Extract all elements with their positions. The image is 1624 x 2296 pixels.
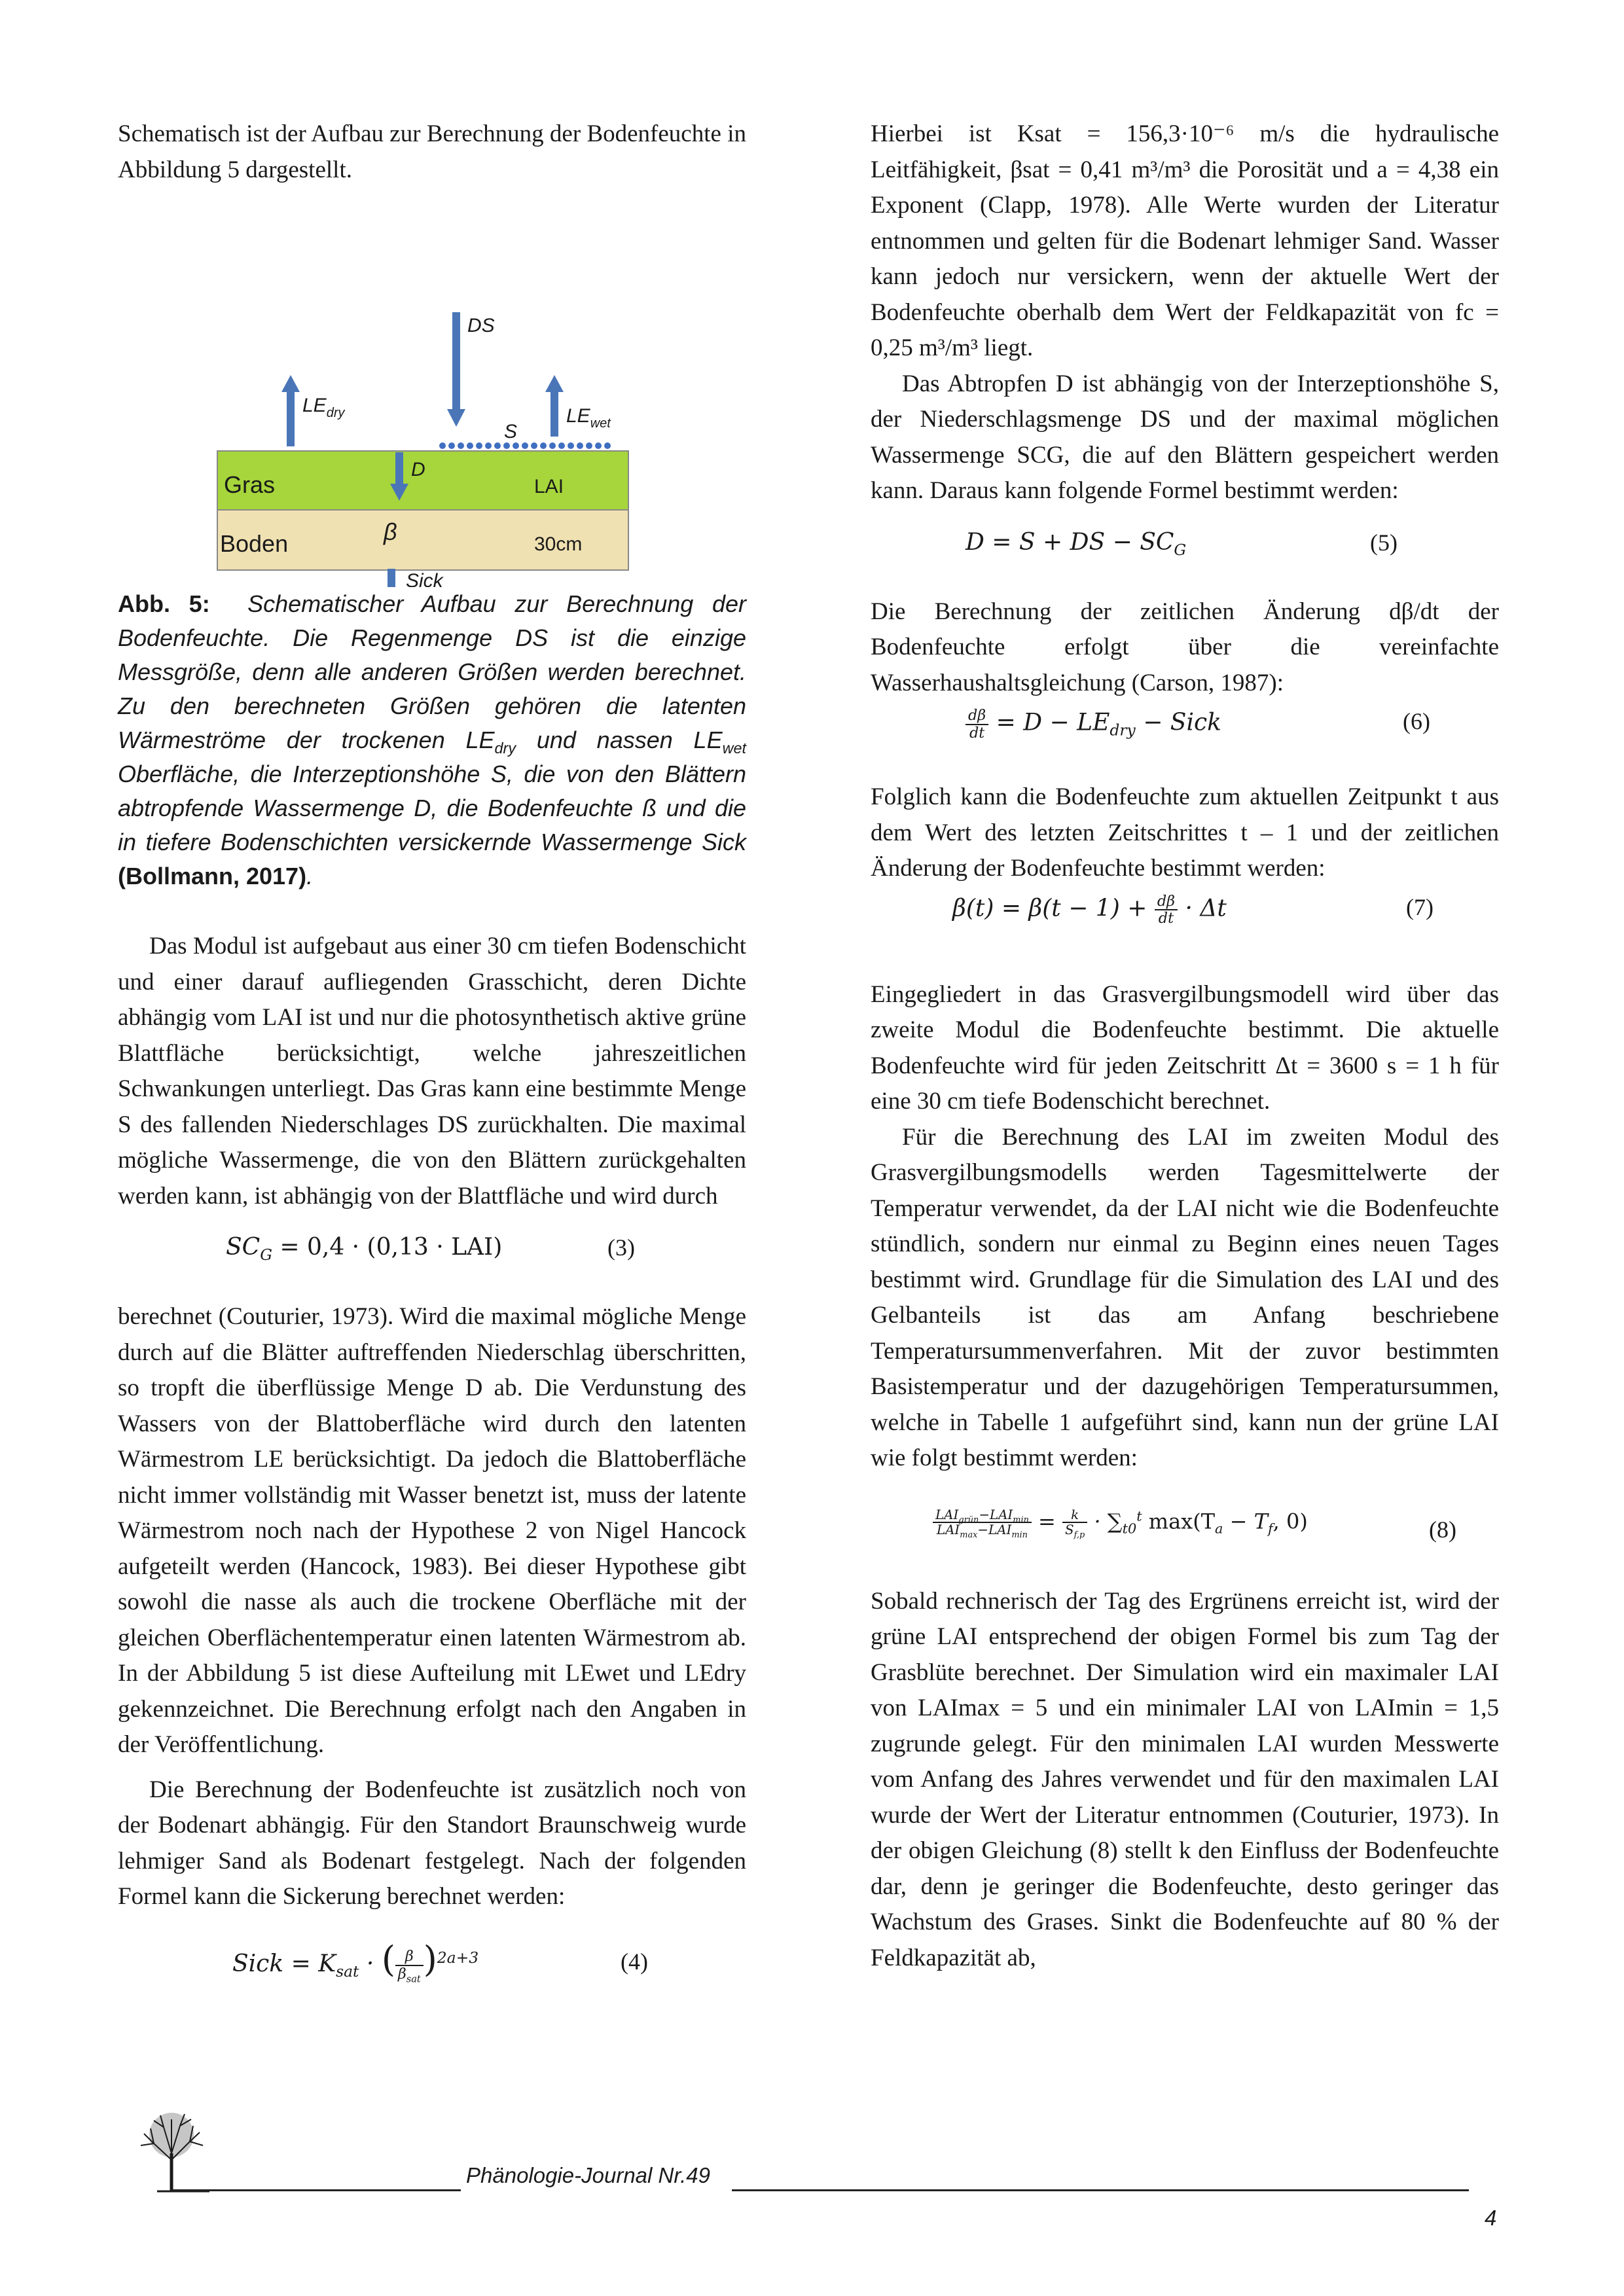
- journal-title: Phänologie-Journal Nr.49: [466, 2163, 711, 2187]
- equation-4: [118, 1935, 746, 1994]
- lai-label: LAI: [534, 476, 564, 497]
- depth-label: 30cm: [534, 533, 583, 555]
- caption-text2: und nassen LE: [516, 726, 723, 753]
- caption-ref: (Bollmann, 2017): [118, 863, 307, 889]
- d-label: D: [411, 459, 425, 480]
- right-paragraph-5: Eingegliedert in das Grasvergilbungsmodell wird über das zweite Modul die Bodenfeuchte bestimmt. Die aktuelle Bodenfeuchte wird für jeden Zeitschritt Δt = 3600 s = 1 h für eine 30 cm tiefe Bodenschicht berechnet.: [871, 980, 1499, 1115]
- page-footer: [0, 2108, 1624, 2238]
- caption-text3: Oberfläche, die Interzeptionshöhe S, die von den Blättern abtropfende Wassermenge D, die Bodenfeuchte ß und die in tiefere Bodenschichten versickernde Wassermenge Sick: [118, 761, 746, 855]
- caption-sub-wet: wet: [722, 740, 746, 757]
- right-paragraph-7: Sobald rechnerisch der Tag des Ergrünens erreicht ist, wird der grüne LAI entsprechend der obigen Formel bis zum Tag der Grasblüte berechnet. Der Simulation wird ein maximaler LAI von LAImax = 5 und ein minimaler LAI von LAImin = 1,5 zugrunde gelegt. Für den minimalen LAI wurden Messwerte vom Anfang des Jahres verwendet und für den maximalen LAI wurde der Wert der Literatur entnommen (Couturier, 1973). In der obigen Gleichung (8) stellt k den Einfluss der Bodenfeuchte dar, denn je geringer die Bodenfeuchte, desto geringer das Wachstum des Grases. Sinkt die Bodenfeuchte auf 80 % der Feldkapazität ab,: [871, 1587, 1499, 1971]
- right-paragraph-3: Die Berechnung der zeitlichen Änderung dβ/dt der Bodenfeuchte erfolgt über die vereinfachte Wasserhaushaltsgleichung (Carson, 1987):: [871, 598, 1499, 696]
- equation-5-text: D = S + DS − $SC_G$: [965, 528, 1187, 559]
- equation-6: [871, 708, 1499, 760]
- right-paragraph-1: Hierbei ist Ksat = 156,3·10⁻⁶ m/s die hydraulische Leitfähigkeit, βsat = 0,41 m³/m³ die Porosität und a = 4,38 ein Exponent (Clapp, 1978). Alle Werte wurden der Literatur entnommen und gelten für die Bodenart lehmiger Sand. Wasser kann jedoch nur versickern, wenn der aktuelle Wert der Bodenfeuchte oberhalb dem Wert der Feldkapazität von fc = 0,25 m³/m³ liegt.: [871, 120, 1499, 361]
- le-wet-label: $LE_{wet}$: [566, 405, 611, 431]
- soil-moisture-diagram: [118, 201, 746, 587]
- figure-caption: [118, 587, 746, 893]
- equation-7: [871, 893, 1499, 946]
- right-paragraph-2: Das Abtropfen D ist abhängig von der Interzeptionshöhe S, der Niederschlagsmenge DS und der maximal möglichen Wassermenge SCG, die auf den Blättern gespeichert werden kann. Daraus kann folgende Formel bestimmt werden:: [871, 370, 1499, 504]
- boden-label: Boden: [220, 530, 289, 557]
- caption-end: .: [306, 863, 314, 889]
- equation-3: [118, 1234, 746, 1280]
- equation-6-text: $\frac{d\beta}{dt}$ = $D - LE_{dry}$ − Sick: [965, 708, 1221, 741]
- page-number: 4: [1485, 2206, 1497, 2230]
- equation-3-number: (3): [607, 1234, 635, 1261]
- le-dry-label: $LE_{dry}$: [302, 395, 345, 420]
- equation-4-number: (4): [621, 1948, 648, 1975]
- footer-rule-left: [171, 2189, 461, 2191]
- s-droplets: [439, 442, 611, 449]
- diagram-svg: [118, 201, 746, 587]
- left-paragraph-1: Das Modul ist aufgebaut aus einer 30 cm tiefen Bodenschicht und einer darauf aufliegenden Grasschicht, deren Dichte abhängig vom LAI ist und nur die photosynthetisch aktive grüne Blattfläche berücksichtigt, welche jahreszeitlichen Schwankungen unterliegt. Das Gras kann eine bestimmte Menge S des fallenden Niederschlages DS zurückhalten. Die maximal mögliche Wassermenge, die von den Blättern zurückgehalten werden kann, ist abhängig von der Blattfläche und wird durch: [118, 933, 746, 1210]
- equation-6-number: (6): [1403, 708, 1430, 734]
- equation-7-number: (7): [1406, 893, 1434, 920]
- right-paragraph-6: Für die Berechnung des LAI im zweiten Modul des Grasvergilbungsmodells werden Tagesmittelwerte der Temperatur verwendet, da der LAI nicht wie die Bodenfeuchte stündlich, sondern nur einmal zu Beginn eines neuen Tages bestimmt wird. Grundlage für die Simulation des LAI und des Gelbanteils ist das am Anfang beschriebene Temperatursummenverfahren. Mit der zuvor bestimmten Basistemperatur und der dazugehörigen Temperatursummen, welche in Tabelle 1 aufgeführt sind, kann nun der grüne LAI wie folgt bestimmt werden:: [871, 1123, 1499, 1471]
- equation-7-text: β(t) = β(t − 1) + $\frac{d\beta}{dt}$ · Δt: [952, 892, 1227, 927]
- left-paragraph-3: Die Berechnung der Bodenfeuchte ist zusätzlich noch von der Bodenart abhängig. Für den Standort Braunschweig wurde lehmiger Sand als Bodenart festgelegt. Nach der folgenden Formel kann die Sickerung berechnet werden:: [118, 1776, 746, 1910]
- footer-rule-right: [732, 2189, 1469, 2191]
- caption-text: Schematischer Aufbau zur Berechnung der Bodenfeuchte. Die Regenmenge DS ist die einzige Messgröße, denn alle anderen Größen werden berechnet. Zu den berechneten Größen gehören die latenten Wärmeströme der trockenen LE: [118, 590, 746, 753]
- intro-paragraph: Schematisch ist der Aufbau zur Berechnung der Bodenfeuchte in Abbildung 5 dargestellt.: [118, 120, 746, 183]
- s-label: S: [504, 421, 518, 442]
- le-dry-arrow-head: [281, 375, 300, 392]
- equation-5-number: (5): [1370, 529, 1398, 556]
- left-paragraph-2: berechnet (Couturier, 1973). Wird die maximal mögliche Menge durch auf die Blätter auftreffenden Niederschlag überschritten, so tropft die überflüssige Menge D ab. Die Verdunstung des Wassers von der Blattoberfläche wird durch den latenten Wärmestrom LE berücksichtigt. Da jedoch die Blattoberfläche nicht immer vollständig mit Wasser benetzt ist, muss der latente Wärmestrom noch nach der Hypothese 2 von Nigel Hancock aufgeteilt werden (Hancock, 1983). Bei dieser Hypothese gibt sowohl die nasse als auch die trockene Oberfläche mit der gleichen Oberflächentemperatur einen latenten Wärmestrom ab. In der Abbildung 5 ist diese Aufteilung mit LEwet und LEdry gekennzeichnet. Die Berechnung erfolgt nach den Angaben in der Veröffentlichung.: [118, 1303, 746, 1758]
- ds-arrow-head: [447, 409, 465, 427]
- equation-4-text: Sick = $K_{sat}$ · ( $\frac{\beta}{\beta_{sat}}$ )$^{2a+3}$: [232, 1938, 479, 1984]
- equation-8: [871, 1505, 1499, 1564]
- equation-5: [871, 529, 1499, 575]
- left-column: [118, 117, 746, 1994]
- equation-3-text: $SC_G = 0,4 \cdot (0,13 \cdot LAI)$: [226, 1234, 503, 1265]
- caption-sub-dry: dry: [494, 740, 516, 757]
- ds-label: DS: [467, 315, 495, 336]
- beta-label: β: [384, 518, 397, 545]
- caption-label: Abb. 5:: [118, 590, 210, 617]
- le-wet-arrow-head: [545, 375, 564, 392]
- right-paragraph-4: Folglich kann die Bodenfeuchte zum aktuellen Zeitpunkt t aus dem Wert des letzten Zeitschrittes t – 1 und der zeitlichen Änderung der Bodenfeuchte bestimmt werden:: [871, 783, 1499, 882]
- right-column: [871, 117, 1499, 1976]
- sick-label: Sick: [406, 570, 443, 587]
- equation-8-number: (8): [1429, 1516, 1456, 1543]
- equation-8-text: $\frac{LAI_{grün}-LAI_{min}}{LAI_{max}-LAI_{min}}$ = $\frac{k}{S_{f,p}}$ · $\sum_{t0}^t$ $\max(T_a - T_f$, 0): [933, 1508, 1308, 1538]
- tree-logo-icon: [131, 2108, 209, 2193]
- gras-label: Gras: [224, 471, 276, 498]
